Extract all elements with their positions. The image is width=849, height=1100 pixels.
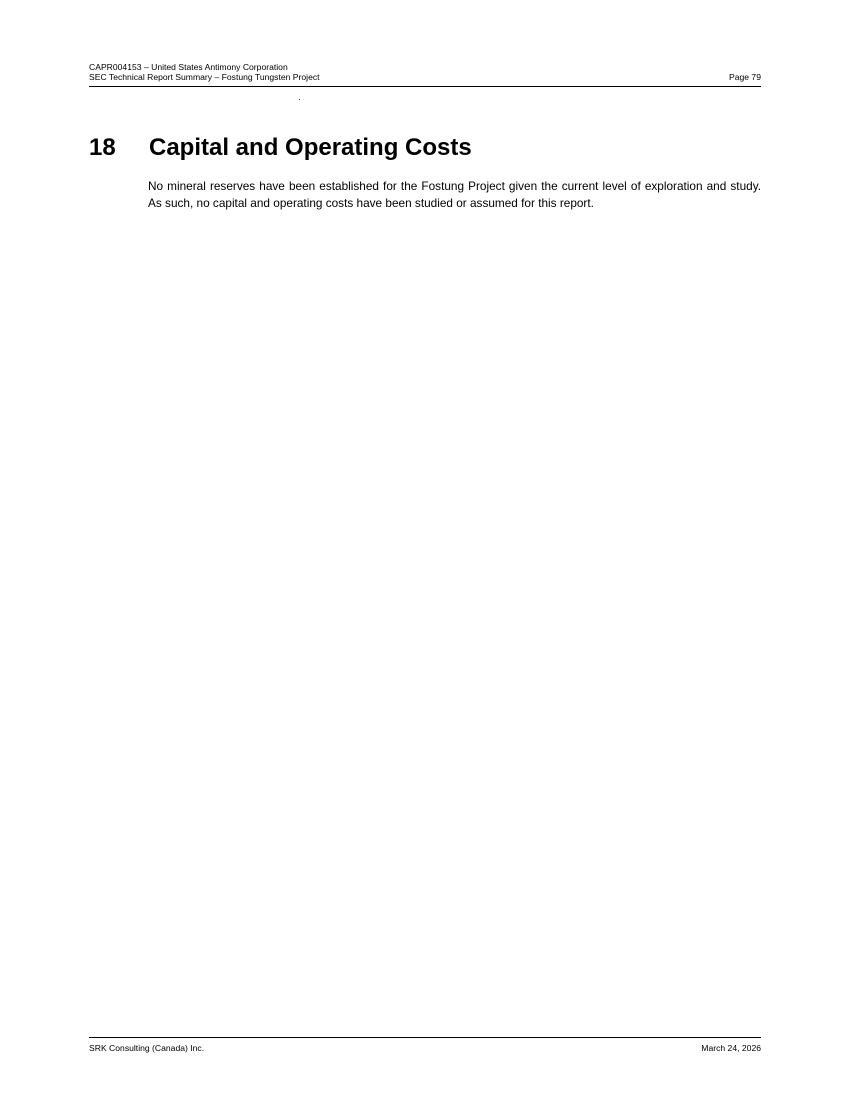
footer-divider <box>89 1037 761 1038</box>
footer-date: March 24, 2026 <box>701 1043 761 1053</box>
header-report-id: CAPR004153 – United States Antimony Corporation <box>89 62 288 72</box>
header-report-title: SEC Technical Report Summary – Fostung Tungsten Project <box>89 72 320 82</box>
header-page-number: Page 79 <box>728 72 761 82</box>
section-heading <box>89 133 761 163</box>
header-second-row <box>89 72 761 82</box>
section-paragraph: No mineral reserves have been established for the Fostung Project given the current level of exploration and study. As such, no capital and operating costs have been studied or assumed for this report. <box>148 179 761 210</box>
section-number: 18 <box>89 134 116 161</box>
page-footer <box>89 1043 761 1053</box>
section-title: Capital and Operating Costs <box>149 134 472 161</box>
footer-company: SRK Consulting (Canada) Inc. <box>89 1043 205 1053</box>
stray-mark <box>299 99 300 100</box>
header-divider <box>89 86 761 87</box>
page-header <box>89 62 761 82</box>
